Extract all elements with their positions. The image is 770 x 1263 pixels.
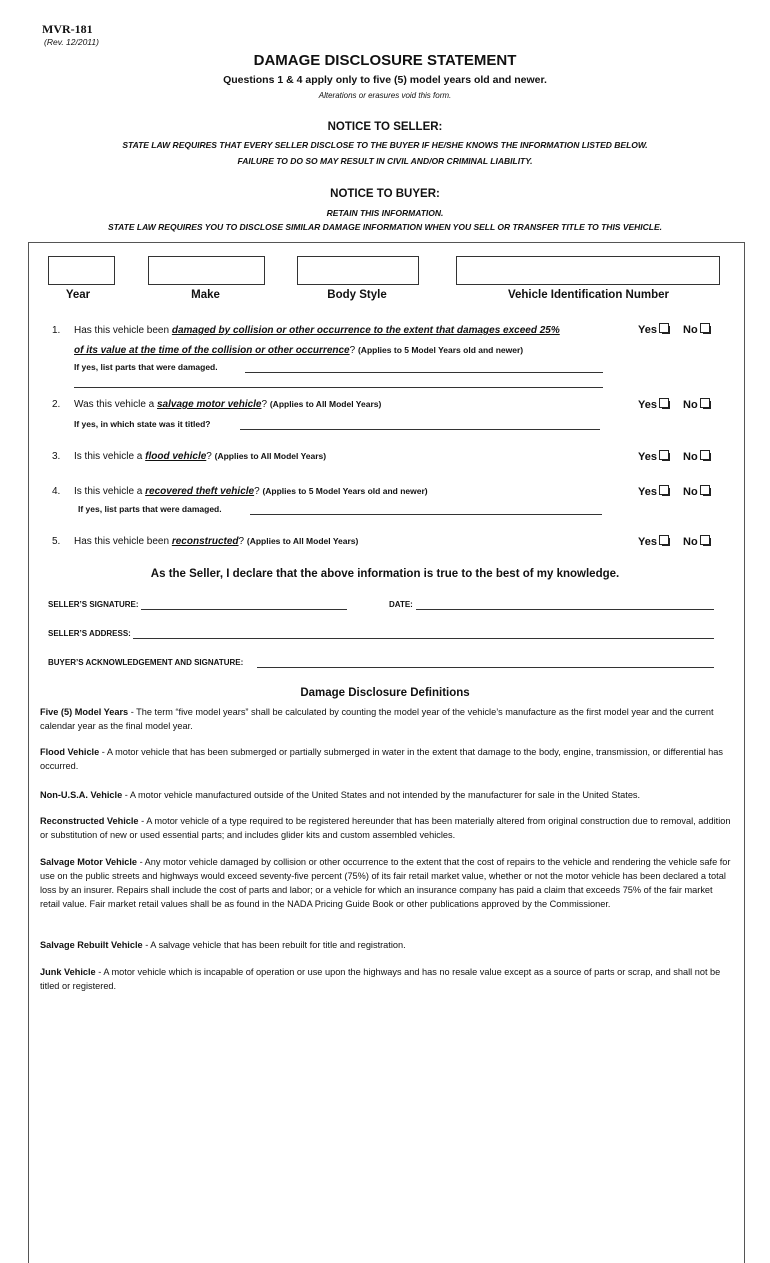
q4-parts-line[interactable] [250, 514, 602, 515]
definition-text: - A motor vehicle of a type required to be registered hereunder that has been materially altered from original construction due to removal, addition or substitution of new or used essential parts; and includes glider kits and custom assembled vehicles. [40, 816, 731, 840]
q1-text-line1 [74, 325, 560, 336]
q4-text [74, 486, 428, 497]
make-field[interactable] [148, 256, 265, 285]
definitions-heading: Damage Disclosure Definitions [300, 687, 470, 699]
checkbox-icon[interactable] [659, 398, 669, 408]
q4-pre: Is this vehicle a [74, 486, 146, 497]
notice-buyer-heading: NOTICE TO BUYER: [330, 188, 440, 200]
q5-text [74, 536, 358, 547]
q1-note: (Applies to 5 Model Years old and newer) [357, 345, 524, 355]
form-number: MVR-181 [42, 22, 93, 36]
year-label: Year [65, 289, 91, 301]
notice-seller-line1: STATE LAW REQUIRES THAT EVERY SELLER DISCLOSE TO THE BUYER IF HE/SHE KNOWS THE INFORMATION LISTED BELOW. [122, 140, 648, 150]
q4-yes-label: Yes [638, 486, 657, 498]
q5-number: 5. [52, 536, 61, 547]
q4-yes-option[interactable] [638, 485, 669, 498]
definition-term: Flood Vehicle [40, 747, 100, 757]
q4-post: ? [254, 486, 263, 497]
definition-term: Salvage Motor Vehicle [40, 857, 138, 867]
q2-note: (Applies to All Model Years) [269, 399, 382, 409]
definition-term: Five (5) Model Years [40, 707, 129, 717]
make-label: Make [191, 289, 220, 301]
q4-no-option[interactable] [683, 485, 710, 498]
q2-no-label: No [683, 399, 698, 411]
q1-sub-label: If yes, list parts that were damaged. [74, 362, 218, 372]
definition-term: Junk Vehicle [40, 967, 96, 977]
q2-yes-label: Yes [638, 399, 657, 411]
date-line[interactable] [416, 609, 714, 610]
q2-yes-option[interactable] [638, 398, 669, 411]
q1-emphasis-2: of its value at the time of the collision or other occurrence [74, 345, 350, 356]
q2-no-option[interactable] [683, 398, 710, 411]
q1-yes-option[interactable] [638, 323, 669, 336]
q3-emphasis: flood vehicle [145, 451, 207, 462]
q5-emphasis: reconstructed [171, 536, 239, 547]
q3-post: ? [206, 451, 215, 462]
q3-pre: Is this vehicle a [74, 451, 146, 462]
q1-emphasis-1: damaged by collision or other occurrence to the extent that damages exceed 25% [171, 325, 560, 336]
seller-signature-label: SELLER’S SIGNATURE: [48, 600, 139, 609]
q3-yes-label: Yes [638, 451, 657, 463]
q2-state-line[interactable] [240, 429, 600, 430]
definition-salvage-motor-vehicle [40, 855, 732, 911]
body-style-label: Body Style [327, 289, 387, 301]
q5-pre: Has this vehicle been [74, 536, 172, 547]
q3-text [74, 451, 326, 462]
checkbox-icon[interactable] [659, 485, 669, 495]
q2-sub-label: If yes, in which state was it titled? [74, 419, 211, 429]
definition-reconstructed-vehicle [40, 814, 732, 842]
buyer-signature-line[interactable] [257, 667, 714, 668]
seller-address-line[interactable] [133, 638, 714, 639]
notice-buyer-line1: RETAIN THIS INFORMATION. [326, 208, 444, 218]
vin-label: Vehicle Identification Number [507, 289, 670, 301]
q5-yes-label: Yes [638, 536, 657, 548]
definition-text: - A motor vehicle which is incapable of operation or use upon the highways and has no resale value except as a source of parts or scrap, and shall not be titled or registered. [40, 967, 721, 991]
buyer-acknowledgement-label: BUYER’S ACKNOWLEDGEMENT AND SIGNATURE: [48, 658, 244, 667]
definition-text: - Any motor vehicle damaged by collision or other occurrence to the extent that the cost of repairs to the vehicle and rendering the vehicle safe for use on the public streets and highways would exceed seventy-five percent (75%) of its fair retail market value, whether or not the motor vehicle has been declared a total loss by an insurer. Repairs shall include the cost of parts and labor; or a vehicle for which an insurance company has paid a claim that exceeds 75% of the fair market retail value. Fair market retail values shall be as found in the NADA Pricing Guide Book or other publications approved by the Commissioner. [40, 857, 731, 909]
definition-text: - A motor vehicle manufactured outside of the United States and not intended by the manufacturer for sale in the United States. [122, 790, 641, 800]
notice-seller-heading: NOTICE TO SELLER: [327, 121, 443, 133]
body-style-field[interactable] [297, 256, 419, 285]
definition-flood-vehicle [40, 745, 732, 773]
notice-seller-line2: FAILURE TO DO SO MAY RESULT IN CIVIL AND/OR CRIMINAL LIABILITY. [237, 156, 533, 166]
q2-pre: Was this vehicle a [74, 399, 157, 410]
seller-address-label: SELLER’S ADDRESS: [48, 629, 131, 638]
checkbox-icon[interactable] [700, 450, 710, 460]
q1-text-line2 [74, 345, 523, 356]
definition-term: Salvage Rebuilt Vehicle [40, 940, 143, 950]
checkbox-icon[interactable] [700, 323, 710, 333]
definition-salvage-rebuilt-vehicle [40, 938, 732, 952]
checkbox-icon[interactable] [700, 535, 710, 545]
q5-post: ? [238, 536, 247, 547]
seller-signature-line[interactable] [141, 609, 347, 610]
q1-post: ? [349, 345, 358, 356]
q1-no-option[interactable] [683, 323, 710, 336]
alterations-note: Alterations or erasures void this form. [318, 91, 452, 100]
q4-note: (Applies to 5 Model Years old and newer) [262, 486, 428, 496]
definition-text: - A salvage vehicle that has been rebuilt for title and registration. [142, 940, 406, 950]
q2-emphasis: salvage motor vehicle [157, 399, 262, 410]
q3-number: 3. [52, 451, 61, 462]
definition-text: - The term “five model years” shall be calculated by counting the model year of the vehicle’s manufacture as the first model year and the current calendar year as the final model year. [40, 707, 714, 731]
q1-number: 1. [52, 325, 61, 336]
q4-emphasis: recovered theft vehicle [145, 486, 255, 497]
q5-yes-option[interactable] [638, 535, 669, 548]
checkbox-icon[interactable] [659, 323, 669, 333]
q3-yes-option[interactable] [638, 450, 669, 463]
q3-no-label: No [683, 451, 698, 463]
form-revision: (Rev. 12/2011) [44, 37, 99, 47]
q2-post: ? [261, 399, 270, 410]
q3-no-option[interactable] [683, 450, 710, 463]
q4-number: 4. [52, 486, 61, 497]
year-field[interactable] [48, 256, 115, 285]
checkbox-icon[interactable] [700, 398, 710, 408]
definition-junk-vehicle [40, 965, 732, 993]
form-subtitle: Questions 1 & 4 apply only to five (5) model years old and newer. [223, 74, 547, 86]
q1-pre: Has this vehicle been [74, 325, 172, 336]
q5-no-option[interactable] [683, 535, 710, 548]
q1-yes-label: Yes [638, 324, 657, 336]
q1-no-label: No [683, 324, 698, 336]
q5-no-label: No [683, 536, 698, 548]
vin-field[interactable] [456, 256, 720, 285]
definition-term: Non-U.S.A. Vehicle [40, 790, 123, 800]
checkbox-icon[interactable] [700, 485, 710, 495]
q4-no-label: No [683, 486, 698, 498]
seller-declaration: As the Seller, I declare that the above information is true to the best of my knowledge. [150, 568, 620, 580]
date-label: DATE: [389, 600, 413, 609]
definition-text: - A motor vehicle that has been submerged or partially submerged in water in the extent that damage to the body, engine, transmission, or differential has occurred. [40, 747, 723, 771]
notice-buyer-line2: STATE LAW REQUIRES YOU TO DISCLOSE SIMILAR DAMAGE INFORMATION WHEN YOU SELL OR TRANSFER TITLE TO THIS VEHICLE. [107, 222, 663, 232]
definition-term: Reconstructed Vehicle [40, 816, 139, 826]
q2-text [74, 399, 381, 410]
q3-note: (Applies to All Model Years) [214, 451, 327, 461]
q1-parts-line-1[interactable] [245, 372, 603, 373]
q2-number: 2. [52, 399, 61, 410]
definition-five-model-years [40, 705, 732, 733]
q5-note: (Applies to All Model Years) [246, 536, 359, 546]
q1-parts-line-2[interactable] [74, 387, 603, 388]
definition-non-usa-vehicle [40, 788, 732, 802]
form-title: DAMAGE DISCLOSURE STATEMENT [253, 52, 517, 69]
q4-sub-label: If yes, list parts that were damaged. [78, 504, 222, 514]
checkbox-icon[interactable] [659, 450, 669, 460]
checkbox-icon[interactable] [659, 535, 669, 545]
